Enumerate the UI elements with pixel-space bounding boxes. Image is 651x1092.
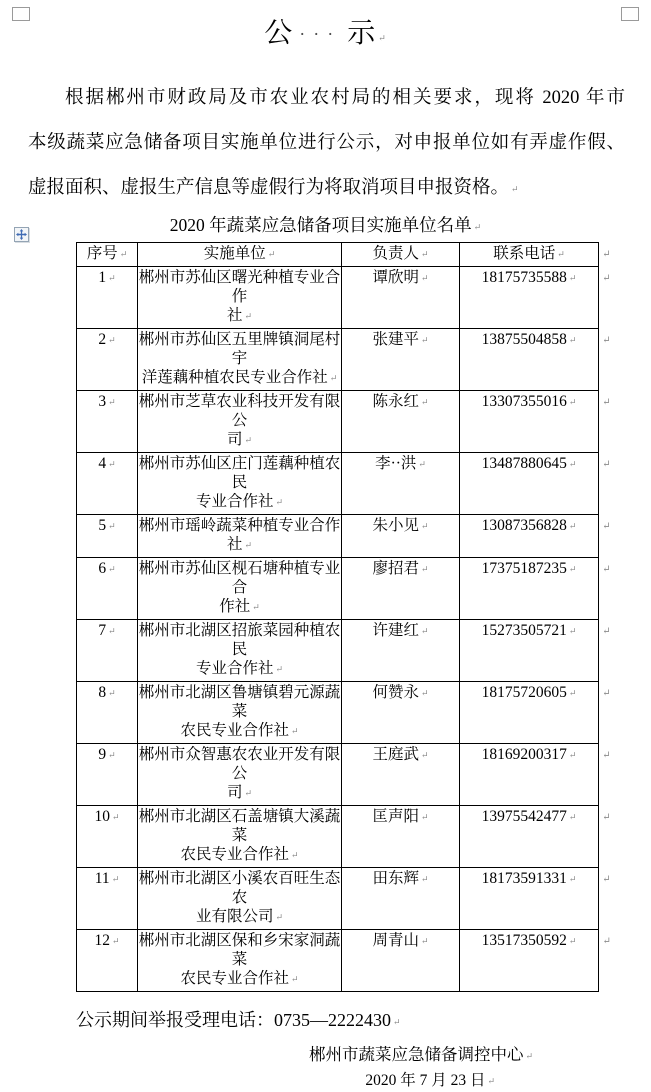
title-text-right: 示 (347, 18, 377, 49)
cell-no (77, 453, 138, 515)
cell-unit (138, 267, 342, 329)
cell-unit-line: 农民专业合作社 (180, 970, 289, 987)
paragraph-mark: ↵ (602, 935, 611, 947)
cell-no (77, 868, 138, 930)
paragraph-mark: ↵ (568, 564, 577, 574)
paragraph-mark: ↵ (568, 750, 577, 760)
cell-person (342, 620, 460, 682)
row-end-mark-cell (599, 558, 615, 620)
cell-unit-line: 社 (226, 307, 243, 324)
cell-unit (138, 453, 342, 515)
paragraph-mark: ↵ (568, 626, 577, 636)
paragraph-mark: ↵ (568, 812, 577, 822)
cell-unit-line: 郴州市北湖区小溪农百旺生态农 (138, 870, 341, 906)
row-end-mark-cell (599, 806, 615, 868)
cell-no (77, 620, 138, 682)
cell-no-text: 4 (98, 455, 107, 472)
cell-phone (460, 453, 599, 515)
paragraph-mark: ↵ (244, 311, 253, 321)
paragraph-mark: ↵ (108, 397, 116, 407)
intro-line-1: 根据郴州市财政局及市农业农村局的相关要求，现将 2020 年市 (65, 88, 625, 108)
cell-no-text: 9 (98, 746, 107, 763)
paragraph-mark: ↵ (602, 520, 611, 532)
signature-date (0, 1070, 495, 1092)
row-end-mark-cell (599, 620, 615, 682)
paragraph-mark: ↵ (602, 458, 611, 470)
cell-phone-text: 13517350592 (481, 932, 567, 949)
cell-person (342, 515, 460, 558)
cell-no-text: 1 (98, 269, 107, 286)
table-header-row (77, 243, 615, 267)
page-margin-mark-left (12, 7, 30, 21)
cell-unit (138, 558, 342, 620)
cell-unit-line: 专业合作社 (195, 493, 274, 510)
paragraph-mark: ↵ (290, 850, 299, 860)
paragraph-mark: ↵ (568, 874, 577, 884)
table-row (77, 329, 615, 391)
cell-unit-line: 郴州市苏仙区庄门莲藕种植农民 (138, 455, 341, 491)
cell-phone (460, 267, 599, 329)
paragraph-mark: ↵ (602, 334, 611, 346)
cell-unit-line: 郴州市苏仙区五里牌镇洞尾村宇 (138, 331, 341, 367)
cell-no-text: 11 (94, 870, 110, 887)
paragraph-mark: ↵ (602, 873, 611, 885)
cell-phone (460, 930, 599, 992)
cell-unit (138, 744, 342, 806)
row-end-mark-cell (599, 267, 615, 329)
cell-no-text: 5 (98, 517, 107, 534)
units-table (76, 242, 615, 992)
paragraph-mark: ↵ (420, 564, 429, 574)
paragraph-mark: ↵ (244, 435, 253, 445)
intro-paragraph (28, 76, 625, 212)
paragraph-mark: ↵ (568, 688, 577, 698)
row-end-mark-cell (599, 391, 615, 453)
space-formatting-dots: ··· (299, 24, 342, 44)
cell-phone-text: 18175735588 (481, 269, 567, 286)
cell-unit-line: 农民专业合作社 (180, 846, 289, 863)
cell-no-text: 10 (94, 808, 110, 825)
cell-unit-line: 郴州市苏仙区曙光种植专业合作 (138, 269, 341, 305)
cell-unit-line: 郴州市北湖区招旅菜园种植农民 (138, 622, 341, 658)
cell-phone (460, 515, 599, 558)
cell-unit-line: 郴州市北湖区鲁塘镇碧元源蔬菜 (138, 684, 341, 720)
cell-person-text: 王庭武 (372, 746, 419, 763)
paragraph-mark: ↵ (290, 726, 299, 736)
paragraph-mark: ↵ (420, 335, 429, 345)
cell-person-text: 张建平 (372, 331, 419, 348)
table-row (77, 930, 615, 992)
header-phone-text: 联系电话 (493, 245, 556, 262)
cell-no (77, 930, 138, 992)
cell-phone-text: 13487880645 (481, 455, 567, 472)
hotline-line (76, 1008, 651, 1034)
hotline-text: 公示期间举报受理电话：0735—2222430 (76, 1010, 391, 1030)
paragraph-mark: ↵ (568, 335, 577, 345)
paragraph-mark: ↵ (420, 626, 429, 636)
cell-no (77, 806, 138, 868)
paragraph-mark: ↵ (511, 184, 519, 194)
cell-unit (138, 868, 342, 930)
cell-person-text: 何赞永 (372, 684, 419, 701)
paragraph-mark: ↵ (568, 521, 577, 531)
header-unit (138, 243, 342, 267)
paragraph-mark: ↵ (108, 459, 116, 469)
paragraph-mark: ↵ (420, 750, 429, 760)
paragraph-mark: ↵ (420, 521, 429, 531)
row-end-mark-cell (599, 329, 615, 391)
paragraph-mark: ↵ (111, 812, 120, 822)
table-row (77, 744, 615, 806)
intro-line-3-text: 虚报面积、虚报生产信息等虚假行为将取消项目申报资格。 (28, 178, 510, 198)
paragraph-mark: ↵ (420, 874, 429, 884)
cell-phone-text: 18173591331 (481, 870, 567, 887)
paragraph-mark: ↵ (568, 936, 577, 946)
cell-unit-line: 郴州市瑶岭蔬菜种植专业合作社 (138, 517, 341, 553)
paragraph-mark: ↵ (252, 602, 260, 612)
paragraph-mark: ↵ (602, 687, 611, 699)
paragraph-mark: ↵ (290, 974, 299, 984)
cell-phone-text: 13087356828 (481, 517, 567, 534)
paragraph-mark: ↵ (111, 874, 120, 884)
cell-person (342, 744, 460, 806)
page-margin-mark-right (621, 7, 639, 21)
cell-unit-line: 郴州市北湖区石盖塘镇大溪蔬菜 (138, 808, 341, 844)
cell-person-text: 许建红 (372, 622, 419, 639)
paragraph-mark: ↵ (487, 1076, 495, 1086)
row-end-mark-cell (599, 868, 615, 930)
cell-unit-line: 农民专业合作社 (180, 722, 289, 739)
table-caption (0, 214, 651, 238)
header-person (342, 243, 460, 267)
cell-phone-text: 15273505721 (481, 622, 567, 639)
paragraph-mark: ↵ (473, 222, 482, 232)
paragraph-mark: ↵ (525, 1051, 533, 1061)
cell-phone (460, 806, 599, 868)
cell-unit (138, 806, 342, 868)
table-row (77, 806, 615, 868)
four-way-arrow-icon (16, 229, 27, 240)
cell-phone (460, 391, 599, 453)
header-no-text: 序号 (86, 245, 118, 262)
cell-person-text: 匡声阳 (372, 808, 419, 825)
row-end-mark: ↵ (602, 248, 611, 260)
cell-person (342, 868, 460, 930)
cell-phone (460, 329, 599, 391)
paragraph-mark: ↵ (108, 521, 116, 531)
paragraph-mark: ↵ (393, 1017, 401, 1027)
cell-unit-line: 司 (226, 431, 243, 448)
cell-phone (460, 744, 599, 806)
cell-phone-text: 18175720605 (481, 684, 567, 701)
cell-person-text: 田东辉 (372, 870, 419, 887)
cell-unit-line: 司 (226, 784, 243, 801)
cell-phone (460, 620, 599, 682)
cell-person (342, 682, 460, 744)
paragraph-mark: ↵ (108, 335, 116, 345)
intro-line-3 (28, 166, 625, 212)
cell-unit (138, 515, 342, 558)
paragraph-mark: ↵ (267, 249, 276, 259)
table-row (77, 868, 615, 930)
header-phone (460, 243, 599, 267)
title-text-left: 公 (264, 18, 294, 49)
cell-phone (460, 868, 599, 930)
cell-unit-line: 郴州市苏仙区枧石塘种植专业合 (138, 560, 341, 596)
cell-phone (460, 682, 599, 744)
paragraph-mark: ↵ (602, 811, 611, 823)
paragraph-mark: ↵ (108, 688, 116, 698)
cell-phone-text: 13975542477 (481, 808, 567, 825)
cell-unit-line: 专业合作社 (195, 660, 274, 677)
cell-no-text: 7 (98, 622, 107, 639)
cell-person (342, 391, 460, 453)
word-document-page (0, 14, 651, 1089)
cell-person (342, 453, 460, 515)
row-end-mark-cell (599, 453, 615, 515)
cell-unit (138, 329, 342, 391)
table-row (77, 515, 615, 558)
header-unit-text: 实施单位 (203, 245, 266, 262)
row-end-mark-cell (599, 515, 615, 558)
paragraph-mark: ↵ (111, 936, 120, 946)
paragraph-mark: ↵ (568, 459, 577, 469)
cell-no (77, 682, 138, 744)
cell-phone-text: 13875504858 (481, 331, 567, 348)
paragraph-mark: ↵ (418, 459, 426, 469)
table-caption-text: 2020 年蔬菜应急储备项目实施单位名单 (169, 215, 472, 235)
cell-unit-line: 郴州市北湖区保和乡宋家洞蔬菜 (138, 932, 341, 968)
paragraph-mark: ↵ (602, 396, 611, 408)
units-table-body (77, 267, 615, 992)
cell-person (342, 329, 460, 391)
paragraph-mark: ↵ (568, 397, 577, 407)
paragraph-mark: ↵ (420, 812, 429, 822)
cell-phone (460, 558, 599, 620)
intro-line-2: 本级蔬菜应急储备项目实施单位进行公示，对申报单位如有弄虚作假、 (28, 133, 625, 153)
cell-person (342, 806, 460, 868)
cell-person-text: 陈永红 (372, 393, 419, 410)
cell-no (77, 267, 138, 329)
cell-unit (138, 620, 342, 682)
paragraph-mark: ↵ (420, 249, 429, 259)
paragraph-mark: ↵ (275, 664, 284, 674)
paragraph-mark: ↵ (244, 540, 253, 550)
cell-unit-line: 作社 (219, 598, 251, 615)
signature-org (0, 1044, 533, 1067)
table-move-handle-icon[interactable] (14, 227, 29, 242)
table-row (77, 453, 615, 515)
cell-unit (138, 391, 342, 453)
cell-no (77, 329, 138, 391)
cell-unit-line: 洋莲藕种植农民专业合作社 (141, 369, 328, 386)
paragraph-mark: ↵ (108, 750, 116, 760)
paragraph-mark: ↵ (329, 373, 338, 383)
row-end-mark-cell (599, 243, 615, 267)
cell-phone-text: 13307355016 (481, 393, 567, 410)
table-row (77, 391, 615, 453)
cell-person (342, 558, 460, 620)
cell-unit-line: 业有限公司 (195, 908, 274, 925)
cell-person-text: 谭欣明 (372, 269, 419, 286)
row-end-mark-cell (599, 682, 615, 744)
paragraph-mark: ↵ (602, 625, 611, 637)
cell-person (342, 930, 460, 992)
paragraph-mark: ↵ (602, 749, 611, 761)
cell-person-text: 廖招君 (372, 560, 419, 577)
cell-unit-line: 郴州市芝草农业科技开发有限公 (138, 393, 341, 429)
paragraph-mark: ↵ (275, 497, 284, 507)
table-row (77, 682, 615, 744)
signature-date-text: 2020 年 7 月 23 日 (365, 1072, 486, 1089)
cell-no-text: 6 (98, 560, 107, 577)
table-row (77, 267, 615, 329)
cell-unit (138, 682, 342, 744)
cell-unit-line: 郴州市众智惠农农业开发有限公 (138, 746, 341, 782)
paragraph-mark: ↵ (108, 273, 116, 283)
paragraph-mark: ↵ (378, 33, 387, 43)
cell-person-text: 周青山 (372, 932, 419, 949)
paragraph-mark: ↵ (557, 249, 565, 259)
cell-unit (138, 930, 342, 992)
cell-person-text: 朱小见 (372, 517, 419, 534)
paragraph-mark: ↵ (108, 564, 116, 574)
table-row (77, 620, 615, 682)
cell-no-text: 12 (94, 932, 110, 949)
cell-no (77, 515, 138, 558)
header-person-text: 负责人 (372, 245, 419, 262)
cell-person (342, 267, 460, 329)
cell-no-text: 2 (98, 331, 107, 348)
signature-org-text: 郴州市蔬菜应急储备调控中心 (308, 1045, 524, 1064)
table-row (77, 558, 615, 620)
row-end-mark-cell (599, 930, 615, 992)
paragraph-mark: ↵ (420, 936, 429, 946)
paragraph-mark: ↵ (420, 397, 429, 407)
cell-no-text: 8 (98, 684, 107, 701)
document-title (0, 14, 651, 58)
paragraph-mark: ↵ (420, 273, 429, 283)
cell-phone-text: 17375187235 (481, 560, 567, 577)
paragraph-mark: ↵ (119, 249, 128, 259)
row-end-mark-cell (599, 744, 615, 806)
paragraph-mark: ↵ (108, 626, 116, 636)
paragraph-mark: ↵ (275, 912, 284, 922)
paragraph-mark: ↵ (602, 563, 611, 575)
cell-no (77, 558, 138, 620)
paragraph-mark: ↵ (420, 688, 429, 698)
cell-no-text: 3 (98, 393, 107, 410)
paragraph-mark: ↵ (602, 272, 611, 284)
cell-no (77, 391, 138, 453)
header-no (77, 243, 138, 267)
cell-no (77, 744, 138, 806)
paragraph-mark: ↵ (244, 788, 253, 798)
cell-person-text: 李··洪 (375, 455, 417, 472)
paragraph-mark: ↵ (568, 273, 577, 283)
cell-phone-text: 18169200317 (481, 746, 567, 763)
